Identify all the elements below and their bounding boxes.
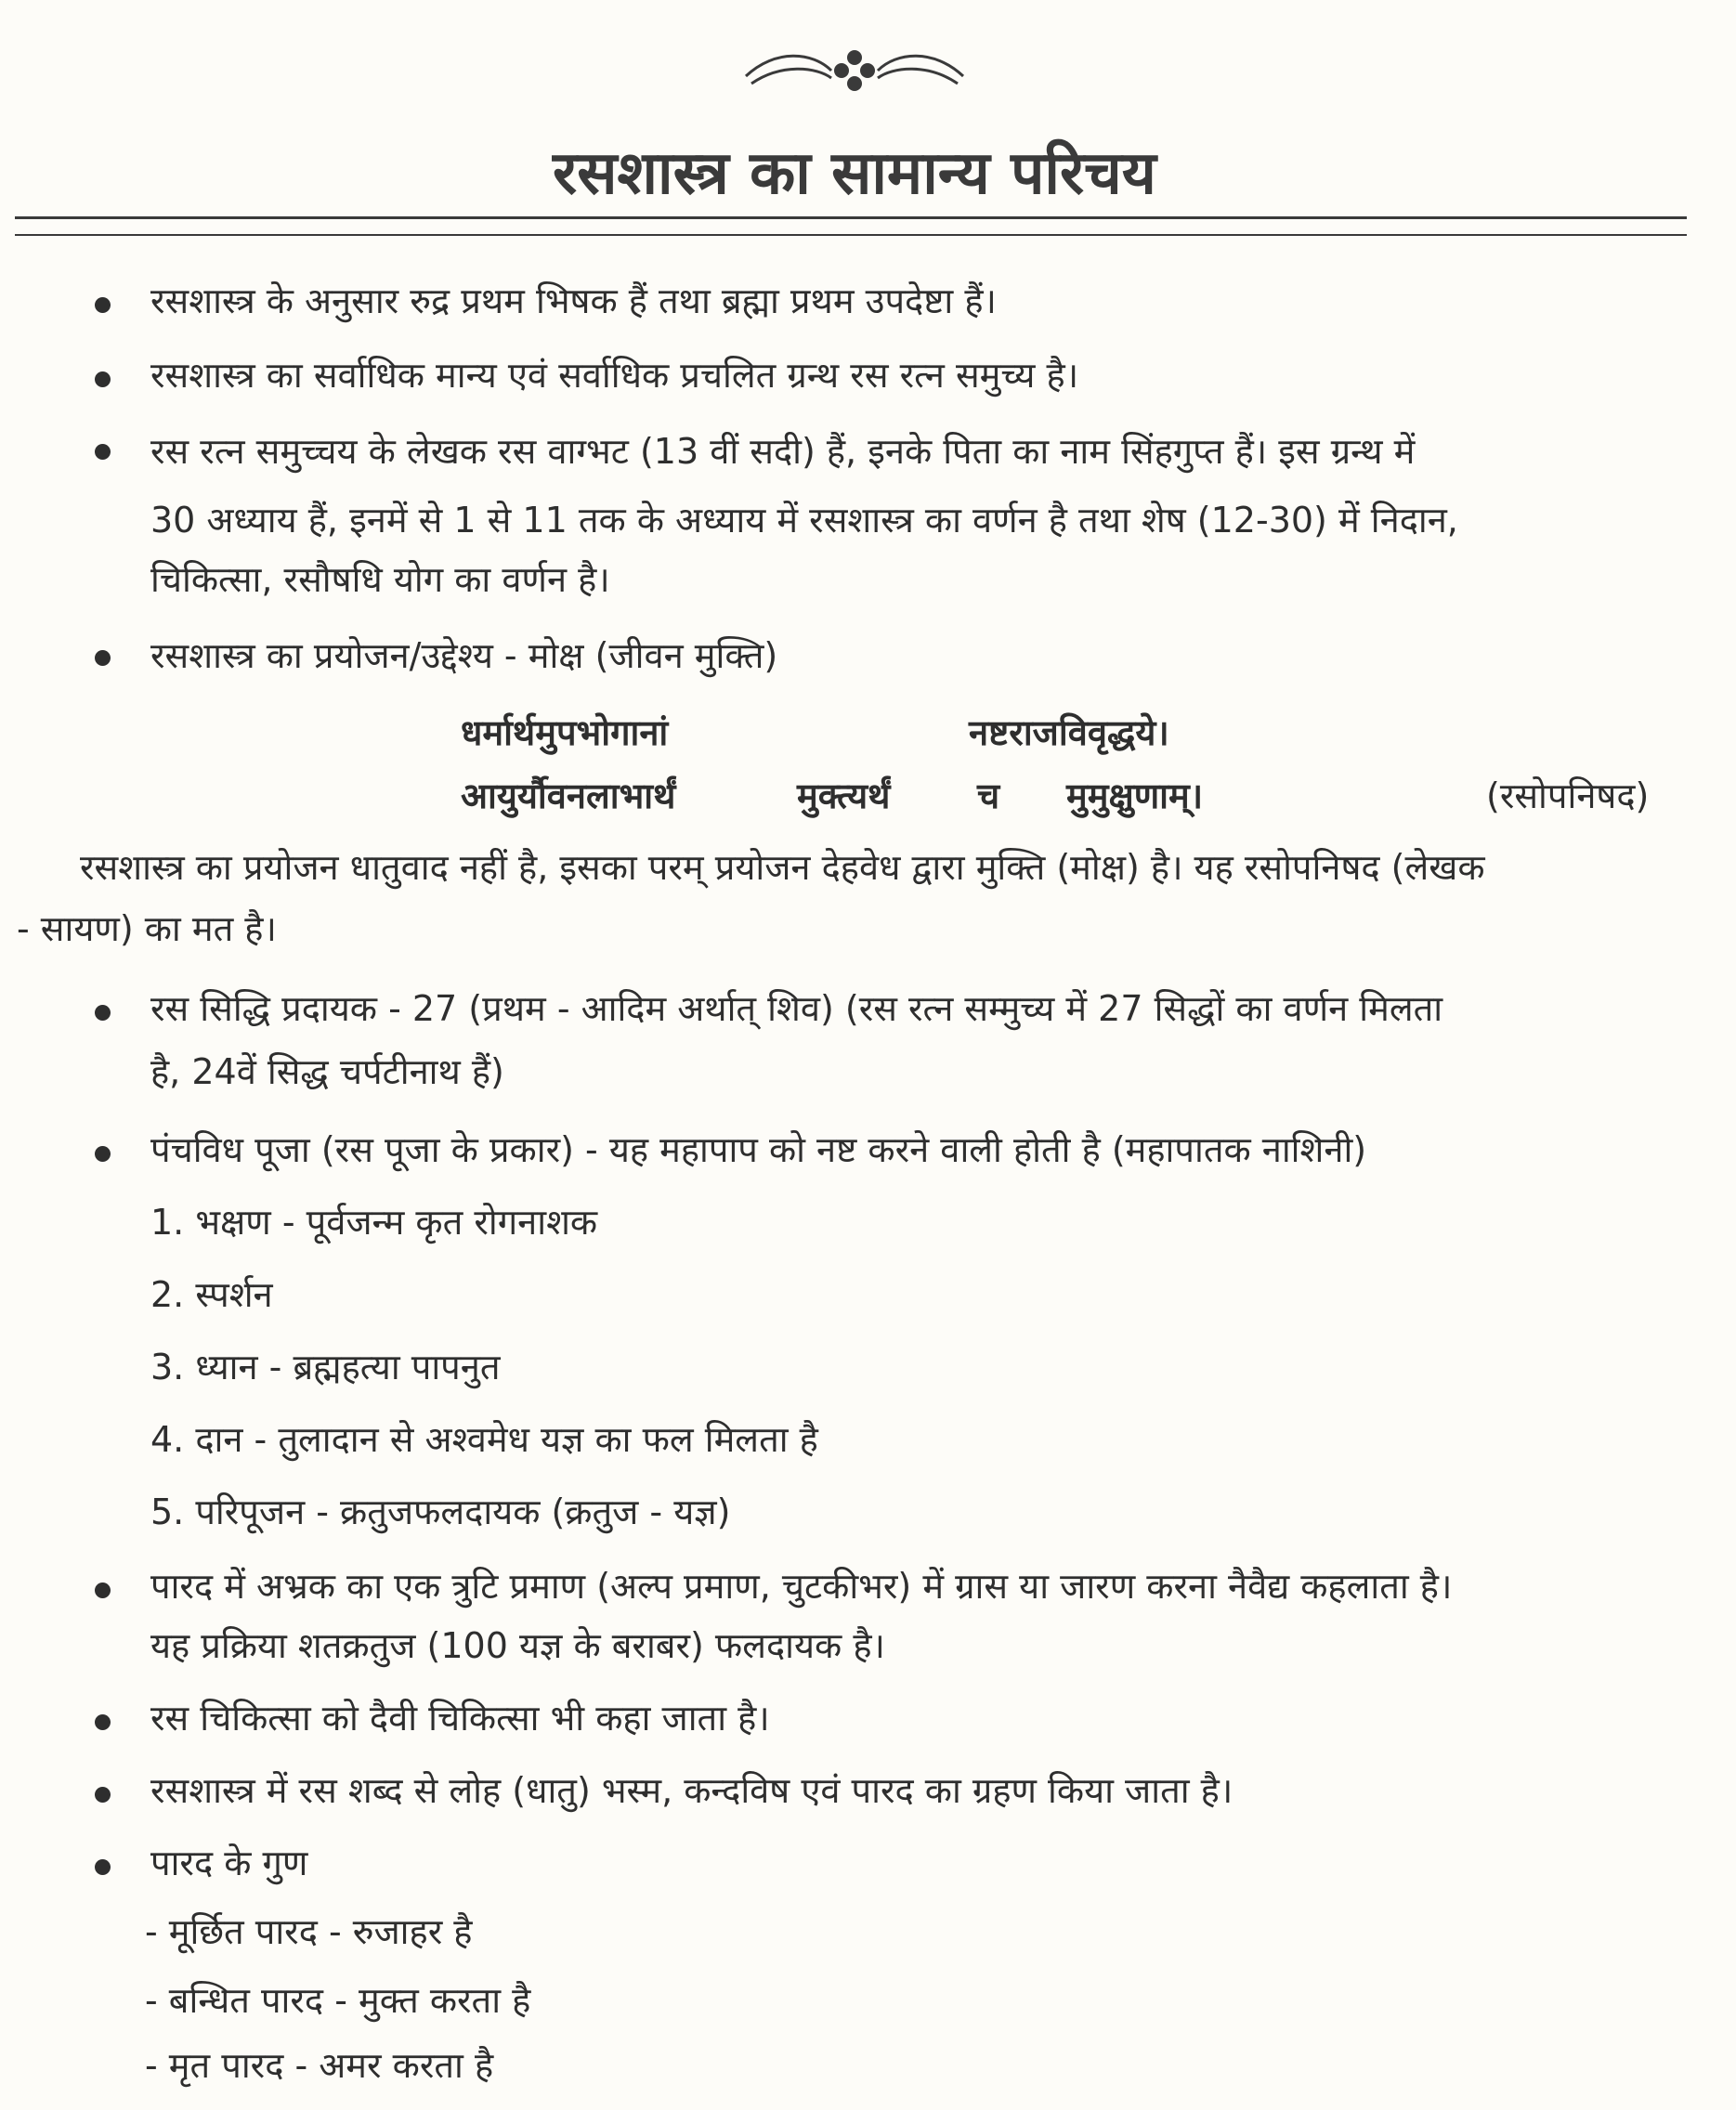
bullet-dot bbox=[95, 1714, 111, 1730]
bullet-text: रसशास्त्र का प्रयोजन/उद्देश्य - मोक्ष (जीवन मुक्ति) bbox=[150, 635, 778, 676]
verse-line2-part4: मुमुक्षुणाम्। bbox=[1066, 775, 1204, 816]
verse-line1-part1: धर्मार्थमुपभोगानां bbox=[461, 712, 669, 753]
bullet-text: रस सिद्धि प्रदायक - 27 (प्रथम - आदिम अर्थात् शिव) (रस रत्न सम्मुच्य में 27 सिद्धों का वर्णन मिलता bbox=[150, 988, 1443, 1029]
list-item: 2. स्पर्शन bbox=[150, 1274, 273, 1315]
flourish-ornament bbox=[738, 39, 971, 98]
verse-line2-part2: मुक्त्यर्थं bbox=[797, 775, 891, 816]
bullet-text: चिकित्सा, रसौषधि योग का वर्णन है। bbox=[150, 559, 610, 600]
bullet-text: रसशास्त्र का सर्वाधिक मान्य एवं सर्वाधिक प्रचलित ग्रन्थ रस रत्न समुच्य है। bbox=[150, 355, 1079, 396]
list-item: 1. भक्षण - पूर्वजन्म कृत रोगनाशक bbox=[150, 1202, 598, 1243]
title-rule-top bbox=[15, 216, 1687, 219]
list-item: 5. परिपूजन - क्रतुजफलदायक (क्रतुज - यज्ञ) bbox=[150, 1491, 731, 1532]
bullet-dot bbox=[95, 1582, 111, 1598]
bullet-dot bbox=[95, 1146, 111, 1162]
bullet-dot bbox=[95, 297, 111, 313]
sub-list-item: - मूर्छित पारद - रुजाहर है bbox=[145, 1911, 473, 1952]
page-title: रसशास्त्र का सामान्य परिचय bbox=[553, 139, 1156, 208]
list-item: 4. दान - तुलादान से अश्वमेध यज्ञ का फल मिलता है bbox=[150, 1419, 818, 1460]
verse-source: (रसोपनिषद) bbox=[1486, 775, 1650, 816]
title-rule-bottom bbox=[15, 234, 1687, 236]
bullet-dot bbox=[95, 1005, 111, 1021]
sub-list-item: - बन्धित पारद - मुक्त करता है bbox=[145, 1980, 531, 2021]
sub-list-item: - मृत पारद - अमर करता है bbox=[145, 2045, 494, 2086]
bullet-text: रस चिकित्सा को दैवी चिकित्सा भी कहा जाता है। bbox=[150, 1698, 770, 1739]
list-item: 3. ध्यान - ब्रह्महत्या पापनुत bbox=[150, 1347, 501, 1387]
bullet-dot bbox=[95, 444, 111, 460]
paragraph-line: - सायण) का मत है। bbox=[17, 908, 277, 949]
bullet-text: रस रत्न समुच्चय के लेखक रस वाग्भट (13 वीं सदी) हैं, इनके पिता का नाम सिंहगुप्त हैं। इस ग्रन्थ में bbox=[150, 431, 1416, 472]
bullet-text: पारद के गुण bbox=[150, 1843, 308, 1883]
bullet-text: पारद में अभ्रक का एक त्रुटि प्रमाण (अल्प प्रमाण, चुटकीभर) में ग्रास या जारण करना नैवैद्य कहलाता है। bbox=[150, 1566, 1453, 1607]
bullet-text: है, 24वें सिद्ध चर्पटीनाथ हैं) bbox=[150, 1051, 504, 1092]
bullet-dot bbox=[95, 1859, 111, 1875]
bullet-text: 30 अध्याय हैं, इनमें से 1 से 11 तक के अध्याय में रसशास्त्र का वर्णन है तथा शेष (12-30) में निदान, bbox=[150, 500, 1458, 541]
verse-line2-part3: च bbox=[977, 775, 1000, 816]
bullet-dot bbox=[95, 650, 111, 666]
bullet-dot bbox=[95, 371, 111, 387]
bullet-text: यह प्रक्रिया शतक्रतुज (100 यज्ञ के बराबर) फलदायक है। bbox=[150, 1625, 885, 1666]
bullet-text: रसशास्त्र में रस शब्द से लोह (धातु) भस्म, कन्दविष एवं पारद का ग्रहण किया जाता है। bbox=[150, 1770, 1233, 1811]
bullet-dot bbox=[95, 1787, 111, 1803]
paragraph-line: रसशास्त्र का प्रयोजन धातुवाद नहीं है, इसका परम् प्रयोजन देहवेध द्वारा मुक्ति (मोक्ष) है। यह रसोपनिषद (लेखक bbox=[80, 847, 1485, 888]
bullet-text: रसशास्त्र के अनुसार रुद्र प्रथम भिषक हैं तथा ब्रह्मा प्रथम उपदेष्टा हैं। bbox=[150, 280, 997, 321]
verse-line2-part1: आयुर्यौवनलाभार्थं bbox=[461, 775, 676, 816]
bullet-text: पंचविध पूजा (रस पूजा के प्रकार) - यह महापाप को नष्ट करने वाली होती है (महापातक नाशिनी) bbox=[150, 1129, 1367, 1170]
verse-line1-part2: नष्टराजविवृद्धये। bbox=[969, 712, 1169, 753]
